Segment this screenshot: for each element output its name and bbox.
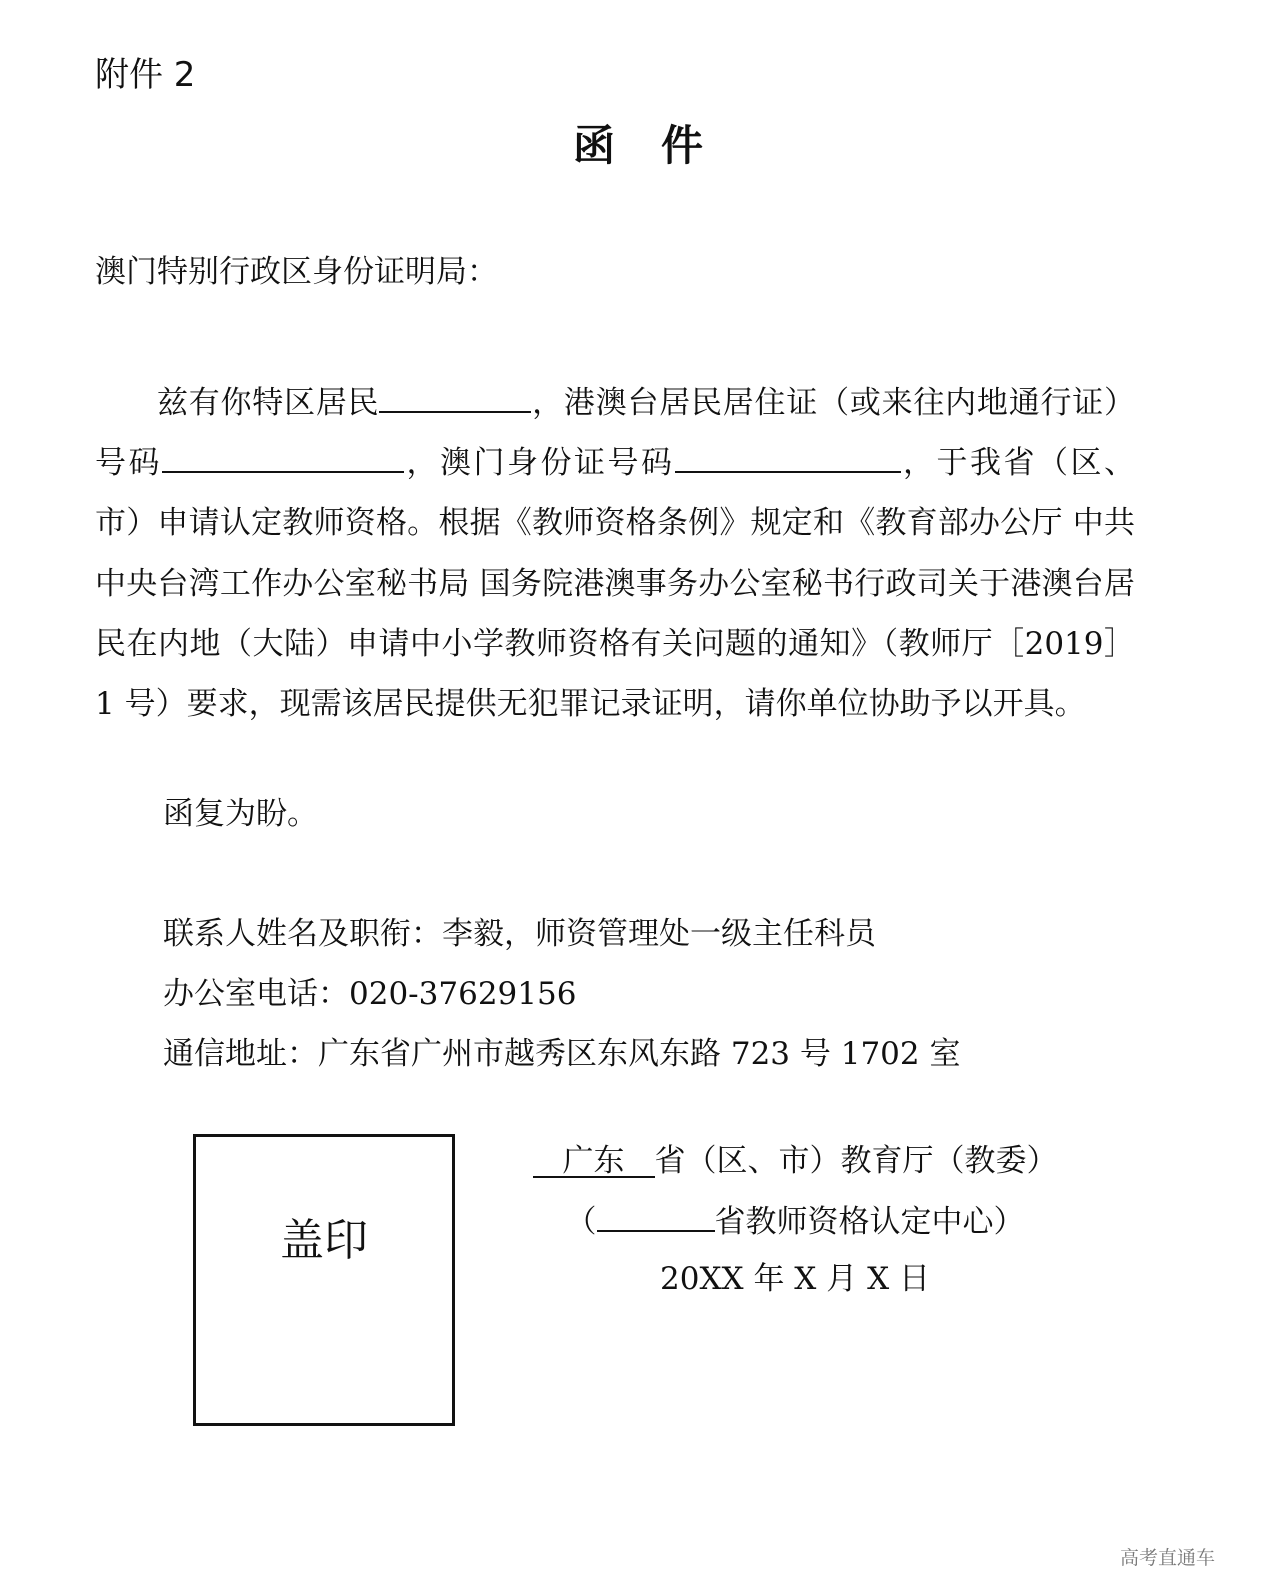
resident-name-blank bbox=[379, 381, 531, 413]
contact-phone-line: 办公室电话：020-37629156 bbox=[163, 976, 577, 1012]
contact-address-line: 通信地址：广东省广州市越秀区东风东路 723 号 1702 室 bbox=[163, 1036, 961, 1072]
contact-name-line: 联系人姓名及职衔：李毅，师资管理处一级主任科员 bbox=[163, 916, 876, 952]
macau-id-blank bbox=[675, 441, 901, 473]
permit-number-blank bbox=[162, 441, 404, 473]
document-title bbox=[0, 118, 1280, 174]
issue-date: 20XX 年 X 月 X 日 bbox=[660, 1261, 930, 1297]
watermark: 高考直通车 bbox=[1120, 1547, 1216, 1569]
title-char-1: 函 bbox=[572, 121, 619, 170]
para-segment-2: ，港澳台居民居住证（或来往内地通行证）号码 bbox=[95, 385, 1136, 482]
addressee: 澳门特别行政区身份证明局： bbox=[95, 254, 498, 290]
issuer-suffix: 省（区、市）教育厅（教委） bbox=[654, 1143, 1058, 1179]
province-fill: 广东 bbox=[533, 1146, 655, 1178]
letter-body-paragraph bbox=[95, 373, 1135, 734]
title-char-2: 件 bbox=[661, 121, 708, 170]
certification-center-line bbox=[480, 1200, 1110, 1242]
issuer-line bbox=[480, 1141, 1110, 1181]
para-segment-3: ，澳门身份证号码 bbox=[404, 445, 675, 482]
closing-line: 函复为盼。 bbox=[163, 796, 318, 832]
center-province-blank bbox=[597, 1200, 715, 1232]
seal-text: 盖印 bbox=[280, 1215, 368, 1266]
para-segment-1: 兹有你特区居民 bbox=[157, 385, 380, 421]
center-open-paren: （ bbox=[565, 1204, 597, 1240]
seal-box bbox=[193, 1134, 455, 1426]
para-segment-4: ，于我省（区、市）申请认定教师资格。根据《教师资格条例》规定和《教育部办公厅 中共中央台湾工作办公室秘书局 国务院港澳事务办公室秘书行政司关于港澳台居民在内地（大陆）申请中小学教师资格有关问题的通知》（教师厅［2019］1 号）要求，现需该居民提供无犯罪记录证明，请你单位协助予以开具。 bbox=[95, 445, 1135, 723]
attachment-label: 附件 2 bbox=[95, 55, 196, 95]
center-suffix: 省教师资格认定中心） bbox=[714, 1204, 1025, 1240]
